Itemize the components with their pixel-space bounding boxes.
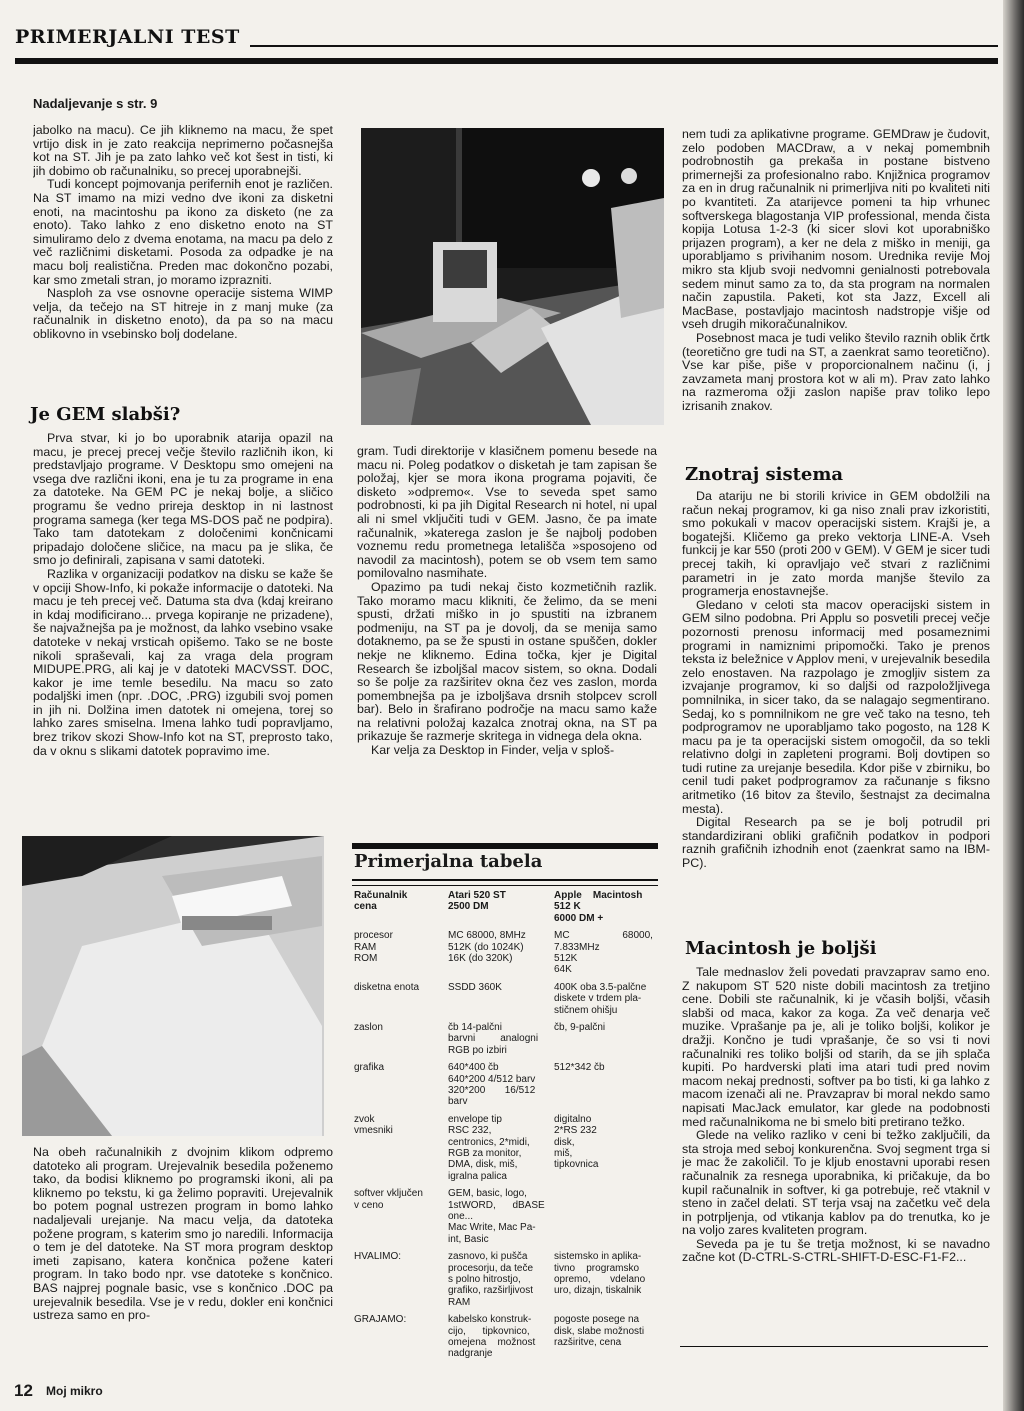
subhead-macintosh: Macintosh je boljši (685, 938, 877, 959)
col1-bottom (33, 1146, 333, 1376)
paragraph: Opazimo pa tudi nekaj čisto kozmetičnih razlik. Tako moramo macu klikniti, če želimo, da se meni spusti, držati miško in jo spustiti na izbranem podmeniju, na ST pa je dovolj, da se menija samo dotaknemo, pa se že spusti in ostane spuščen, dokler nekje ne kliknemo. Edina točka, kjer je Digital Research še izboljšal macov sistem, so okna. Dodali so še polje za razširitev okna čez ves zaslon, morda pomembnejša pa je izboljšava drsnih stolpcev scroll bar). Belo in šrafirano področje na macu samo kaže na relativni položaj kazalca znotraj okna, na ST pa prikazuje še razmerje skritega in vidnega dela okna. (357, 579, 657, 744)
table-cell-atari: SSDD 360K (448, 981, 502, 993)
table-rule-thin (352, 885, 658, 886)
comparison-table (352, 843, 658, 1365)
table-row-label: softver vključen v ceno (354, 1188, 423, 1211)
paragraph: Tale mednaslov želi povedati pravzaprav samo eno. Z nakupom ST 520 niste dobili macintosh za tretjino cene. Dobili ste računalnik, ki je včasih boljši, včasih slabši od maca, kakor za koga. Za več denarja več muzike. Vprašanje pa je, ali je toliko boljši, kolikor je dražji. Končno je tudi vprašanje, če so vsi ti novi računalniki res toliko boljši od starih, da se jih splača kupiti. Po hardverski plati ima atari tudi pred novim macom nekaj prednosti, softver pa bo tisti, ki ga lahko z macom izenači ali ne. Pravzaprav bi moral nekdo samo napisati MacJack emulator, kar glede na podobnosti med računalnikoma ne bi smelo biti pretirano težko. (682, 966, 990, 1129)
table-row-label: zaslon (354, 1022, 383, 1033)
col1-mid (33, 432, 333, 812)
paragraph: Prva stvar, ki jo bo uporabnik atarija opazil na macu, je precej precej večje število različnih ikon, ki predstavljajo programe. V Desktopu smo omejeni na vsega dve različni ikoni, ena je tu za programe in ena za datoteke. Na GEM PC je nekaj bolje, a sličico programu še vedno prireja desktop in ni lastnost programa samega (ker tega MS-DOS pač ne podpira). Tako tam datotekam z določenimi končnicami pripadajo določene sličice, na macu pa je slika, če smo jo definirali, zapisana v sami datoteki. (33, 432, 333, 568)
table-cell-atari: GEM, basic, logo, 1stWORD, dBASE one... Mac Write, Mac Pa- int, Basic (448, 1188, 545, 1245)
col3-top (682, 128, 990, 454)
header-rule (250, 45, 998, 47)
section-header: PRIMERJALNI TEST (15, 26, 240, 48)
table-cell-apple: čb, 9-palčni (554, 1022, 606, 1033)
printer-photo-image (22, 836, 324, 1136)
page-spine-shadow (1003, 0, 1024, 1411)
end-rule (680, 1346, 988, 1347)
table-cell-apple: 400K oba 3.5-palčne diskete v trdem pla- stičnem ohišju (554, 981, 647, 1016)
table-cell-atari: envelope tip RSC 232, centronics, 2*midi, RGB za monitor, DMA, disk, miš, igralna palica (448, 1113, 530, 1182)
page-number: 12 (14, 1381, 33, 1400)
paragraph: Glede na veliko razliko v ceni bi težko zaključili, da sta stroja med seboj konkurenčna. Svoj segment trga si je mac že zakoličil. To je kljub enostavni uporabi resen računalnik za resnega uporabnika, ki pričakuje, da bo kupil računalnik in softver, ki ga potrebuje, reč vtaknil v steno in začel delati. ST terja vsaj na začetku več dela in potrpljenja, od vtikanja kablov pa do trenutka, ko je na voljo zares kvaliteten program. (682, 1128, 990, 1238)
col3-mid (682, 490, 990, 922)
table-cell-atari: čb 14-palčni barvni analogni RGB po izbiri (448, 1022, 539, 1056)
continuation-note: Nadaljevanje s str. 9 (33, 96, 158, 111)
paragraph: Razlika v organizaciji podatkov na disku se kaže še v opciji Show-Info, ki pokaže informacije o datoteki. Na macu je teh precej več. Datuma sta dva (kdaj kreirano in kdaj modificirano... prvega kopiranje ne prizadene), še najvažnejša pa je možnost, da lahko vsebino vsake datoteke v nekaj vrsticah opišemo. Tako se ne boste nikoli spraševali, kaj za vraga dela program MIDUPE.PRG, ali kaj je v datoteki MACVSST. DOC, kakor je ime temle besedilu. Na macu so zato podaljški imen (npr. .DOC, .PRG) izgubili svoj pomen in jih ni. Dolžina imen datotek ni omejena, torej so lahko zares smiselna. Imena lahko tudi popravljamo, brez trikov skozi Show-Info kot na ST, preprosto tako, da v oknu s slikami datotek popravimo ime. (33, 566, 333, 758)
table-header-label: Računalnik cena (354, 890, 408, 913)
paragraph: nem tudi za aplikativne programe. GEMDraw je čudovit, zelo podoben MACDraw, a v nekaj pomembnih podrobnostih ga prekaša in postane bistveno primernejši za profesionalno rabo. Knjižnica programov za en in drug računalnik ni primerljiva niti po kvaliteti niti po kvantiteti. Za atarijevce pomeni ta hip vrhunec softverskega blagostanja VIP professional, menda čista kopija Lotusa 1-2-3 (ki sicer slovi kot uporabniško prijazen program), a ker ne dela z miško in meniji, ga uporabljamo s privihanim nosom. Urednika revije Moj mikro sta kljub svoji nedvomni genialnosti potrebovala sedem minut samo za to, da sta program na normalen način zapustila. Paketi, kot sta Jazz, Excell ali MacBase, postavljajo macintosh nadstropje višje od vseh drugih mikoračunalnikov. (682, 128, 990, 332)
paragraph: Digital Research pa se je bolj potrudil pri standardizirani obliki grafičnih podatkov in podpori raznih grafičnih izhodnih enot (zaenkrat samo na IBM-PC). (682, 815, 990, 871)
col3-bottom (682, 966, 990, 1344)
table-row-label: procesor RAM ROM (354, 930, 393, 964)
paragraph: Da atariju ne bi storili krivice in GEM obdolžili na račun nekaj programov, ki ga niso znali prav izkoristiti, smo pokukali v macov operacijski sistem. Krajši je, a bogatejši. Kličemo ga preko vektorja LINE-A. Vseh funkcij je kar 550 (proti 200 v GEM). V GEM je sicer tudi precej takih, ki opravljajo več stvari z različnimi parametri in je zato morda manjše število za programerja enostavnejše. (682, 490, 990, 599)
printer-photo (22, 836, 324, 1136)
subhead-znotraj: Znotraj sistema (685, 464, 844, 485)
table-title: Primerjalna tabela (354, 851, 543, 872)
paragraph: Tudi koncept pojmovanja perifernih enot je različen. Na ST imamo na mizi vedno dve ikoni za disketni enoti, na macintoshu pa ikono za disketo (ne za enoto). Tako lahko z eno disketno enoto na ST simuliramo delo z dvema enotama, na macu pa delo z več različnimi disketami. Posoda za odpadke je na macu bolj realistična. Preden mac dokončno pozabi, kar smo zmetali stran, jo moramo izprazniti. (33, 177, 333, 287)
table-row-label: grafika (354, 1062, 385, 1074)
table-rule (352, 879, 658, 881)
paragraph: gram. Tudi direktorije v klasičnem pomenu besede na macu ni. Poleg podatkov o disketah je tam zapisan še položaj, kjer se mora ikona programa pojaviti, če disketo »odpremo«. Vse to seveda spet samo podrobnosti, ki pa jih Digital Research ni hotel, ni upal ali ni smel vključiti tudi v GEM. Jasno, če pa imate računalnik, »katerega zaslon je še najbolj podoben voznemu redu prometnega letališča »sposojeno od navodil za macintosh), potem se ob vsem tem samo pomilovalno nasmihate. (357, 445, 657, 581)
paragraph: Nasploh za vse osnovne operacije sistema WIMP velja, da tečejo na ST hitreje in z manj muke (za računalnik in disketno enoto), da pa so na macu oblikovno in vsebinsko bolj dodelane. (33, 286, 333, 341)
paragraph: Kar velja za Desktop in Finder, velja v sploš- (371, 743, 615, 758)
table-cell-apple: digitalno 2*RS 232 disk, miš, tipkovnica (554, 1113, 599, 1171)
subhead-gem: Je GEM slabši? (30, 404, 181, 425)
col1-top (33, 124, 333, 392)
table-row-label: zvok vmesniki (354, 1113, 393, 1137)
table-header-apple: Apple Macintosh 512 K 6000 DM + (554, 890, 643, 924)
macintosh-photo (361, 128, 664, 425)
table-cell-apple: 512*342 čb (554, 1062, 605, 1074)
col2-text (357, 445, 657, 830)
paragraph: Posebnost maca je tudi veliko število raznih oblik črtk (teoretično gre tudi na ST, a zaenkrat samo teoretično). Vse kar piše, piše v proporcionalnem načinu (i, j zavzameta manj prostora kot w ali m). Prav zato lahko na razmeroma ožji zaslon napiše prav toliko lepo izrisanih znakov. (682, 330, 990, 413)
table-cell-atari: MC 68000, 8MHz 512K (do 1024K) 16K (do 320K) (448, 930, 526, 964)
table-cell-atari: kabelsko konstruk- cijo, tipkovnico, omejena možnost nadgranje (448, 1314, 536, 1360)
table-row-label: disketna enota (354, 981, 420, 993)
magazine-name: Moj mikro (46, 1384, 103, 1398)
table-cell-apple: MC 68000, 7.833MHz 512K 64K (554, 930, 653, 976)
paragraph: jabolko na macu). Ce jih kliknemo na macu, že spet vrtijo disk in je zato reakcija neprimerno počasnejša kot na ST. Jih je pa zato lahko več kot šest in tisti, ki jih dobimo ob računalniku, so precej uporabnejši. (33, 124, 333, 178)
macintosh-photo-image (361, 128, 664, 425)
table-row-label: GRAJAMO: (354, 1314, 407, 1326)
table-cell-apple: pogoste posege na disk, slabe možnosti razširitve, cena (554, 1314, 645, 1348)
table-header-atari: Atari 520 ST 2500 DM (448, 890, 506, 913)
paragraph: Na obeh računalnikih z dvojnim klikom odpremo datoteko ali program. Urejevalnik besedila poženemo tako, da bodisi kliknemo po programski ikoni, ali pa kliknemo po tekstu, ki ga želimo popraviti. Urejevalnik bo potem pognal ustrezen program in bomo lahko nadaljevali urejanje. Na macu velja, da datoteka požene program, s katerim smo jo naredili. Informacija o tem je del datoteke. Na ST mora program desktop imeti zapisano, katera končnica požene kateri program. In tako bodo npr. vse datoteke s končnico. BAS najprej pognale basic, vse s končnico .DOC pa urejevalnik besedila. Vse je v redu, dokler eni končnici ustreza samo en pro- (33, 1146, 333, 1323)
paragraph: Gledano v celoti sta macov operacijski sistem in GEM silno podobna. Pri Applu so posvetili precej večje pozornosti prenosu informacij med posameznimi programi in namiznimi pripomočki. Tako je prenos teksta iz beležnice v Applov meni, v urejevalnik besedila zelo enostaven. Na razpolago je zmogljiv sistem za izvajanje programov, ki so daljši od razpoložljivega pomnilnika, in sicer tako, da se nalagajo segmentirano. Sedaj, ko s pomnilnikom ne gre več tako na tesno, teh podprogramov ne uporabljamo tako pogosto, na 128 K macu pa je ta operacijski sistem omogočil, da so tekli relativno dolgi in zapleteni programi. Bolj dovtipen so tudi rutine za urejanje besedila. Kdor piše v zbirniku, bo cenil tudi paket podprogramov za računanje s fiksno aritmetiko (16 bitov za število, šestnajst za decimalna mesta). (682, 597, 990, 816)
header-rule-thick (15, 58, 998, 64)
table-row-label: HVALIMO: (354, 1251, 402, 1263)
paragraph: Seveda pa je tu še tretja možnost, ki se navadno začne kot (D-CTRL-S-CTRL-SHIFT-D-ESC-F1-F2... (682, 1236, 990, 1265)
table-cell-atari: 640*400 čb 640*200 4/512 barv 320*200 16/512 barv (448, 1062, 536, 1108)
table-top-bar (352, 843, 658, 849)
table-cell-apple: sistemsko in aplika- tivno programsko opremo, vdelano uro, dizajn, tiskalnik (554, 1251, 646, 1297)
table-cell-atari: zasnovo, ki pušča procesorju, da teče s polno hitrostjo, grafiko, razširljivost RAM (448, 1251, 534, 1308)
